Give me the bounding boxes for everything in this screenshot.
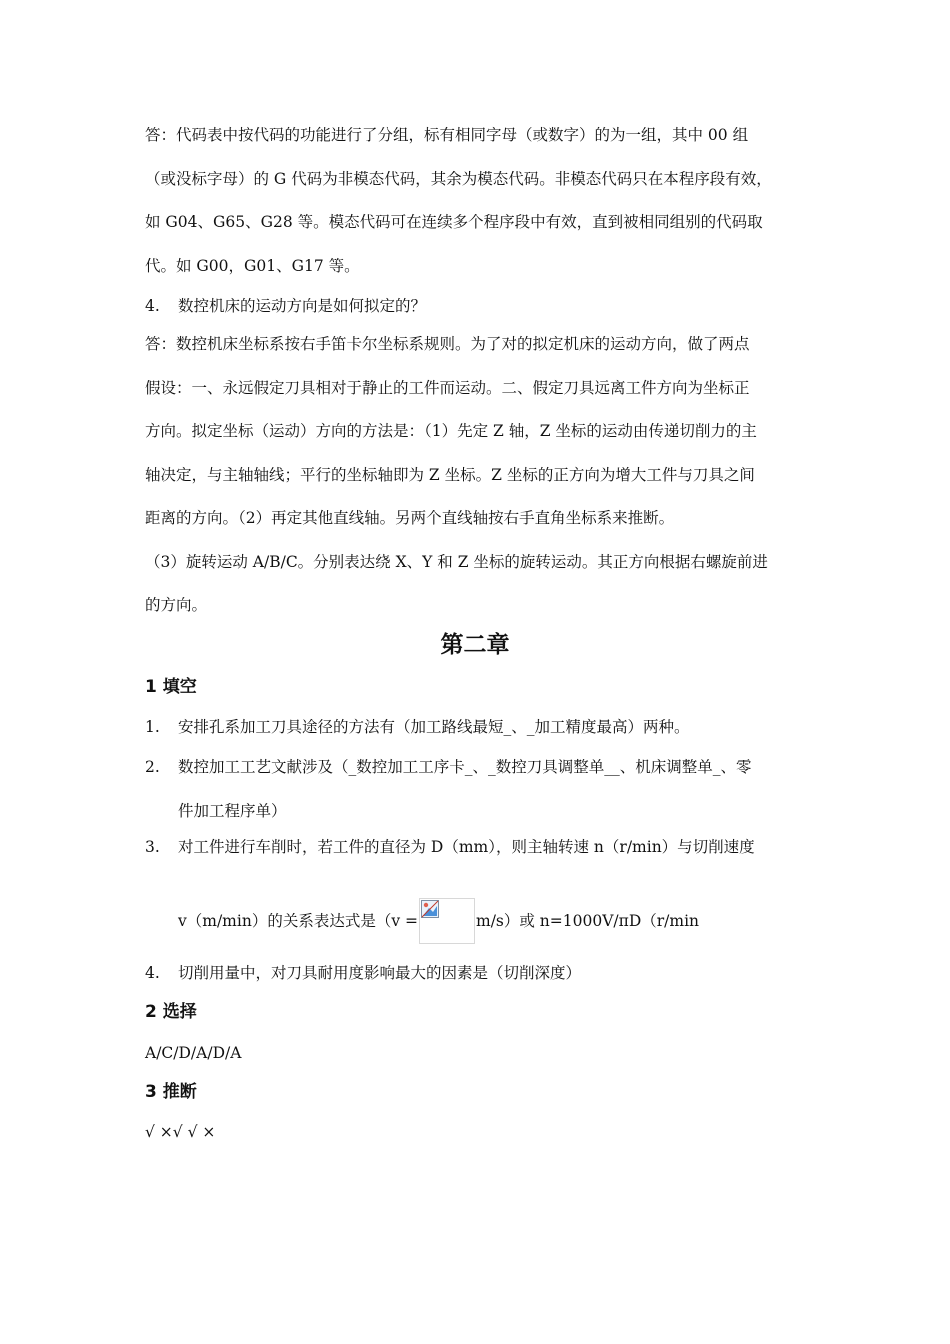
formula-image-placeholder bbox=[419, 898, 475, 944]
text-line: 距离的方向。（2）再定其他直线轴。另两个直线轴按右手直角坐标系来推断。 bbox=[145, 509, 675, 527]
item-number: 1. bbox=[145, 718, 160, 736]
q4-question: 数控机床的运动方向是如何拟定的？ bbox=[178, 297, 427, 315]
item-number: 3. bbox=[145, 838, 160, 856]
text-line: 代。如 G00，G01、G17 等。 bbox=[145, 256, 360, 275]
item-number: 4. bbox=[145, 964, 160, 982]
text-line: 数控加工工艺文献涉及（_数控加工工序卡_、_数控刀具调整单__、机床调整单_、零 bbox=[178, 758, 752, 776]
item-text: 安排孔系加工刀具途径的方法有（加工路线最短_、_加工精度最高）两种。 bbox=[178, 718, 690, 736]
q4-number: 4. bbox=[145, 297, 160, 315]
text-line: 件加工程序单） bbox=[178, 802, 287, 820]
judgement-answers: √ ×√ √ × bbox=[145, 1123, 216, 1141]
item-text bbox=[178, 745, 818, 833]
text-line: （3）旋转运动 A/B/C。分别表达绕 X、Y 和 Z 坐标的旋转运动。其正方向根据右螺旋前进 bbox=[145, 552, 768, 571]
text-line: 的方向。 bbox=[145, 596, 208, 614]
q4-answer bbox=[145, 323, 815, 628]
q3-answer bbox=[145, 114, 815, 288]
chapter-title: 第二章 bbox=[440, 632, 510, 658]
text-line: （或没标字母）的 G 代码为非模态代码，其余为模态代码。非模态代码只在本程序段有效， bbox=[145, 169, 772, 188]
item-text: m/s）或 n=1000V/πD（r/min bbox=[476, 912, 700, 930]
text-line: 答：代码表中按代码的功能进行了分组，标有相同字母（或数字）的为一组，其中 00 组 bbox=[145, 126, 749, 144]
section-heading-judgement: 3 推断 bbox=[145, 1082, 197, 1102]
section-heading-choice: 2 选择 bbox=[145, 1002, 197, 1022]
text-line: 如 G04、G65、G28 等。模态代码可在连续多个程序段中有效，直到被相同组别的代码取 bbox=[145, 213, 763, 231]
text-line: 假设：一、永远假定刀具相对于静止的工件而运动。二、假定刀具远离工件方向为坐标正 bbox=[145, 378, 750, 397]
section-heading-fill-in: 1 填空 bbox=[145, 677, 197, 697]
broken-image-icon bbox=[421, 900, 439, 918]
item-text: 对工件进行车削时，若工件的直径为 D（mm），则主轴转速 n（r/min）与切削速度 bbox=[178, 838, 755, 856]
text-line: 方向。拟定坐标（运动）方向的方法是：（1）先定 Z 轴，Z 坐标的运动由传递切削力的主 bbox=[145, 422, 757, 440]
choice-answers: A/C/D/A/D/A bbox=[145, 1044, 242, 1062]
item-number: 2. bbox=[145, 758, 160, 776]
item-text: v（m/min）的关系表达式是（v = bbox=[178, 912, 418, 930]
item-text: 切削用量中，对刀具耐用度影响最大的因素是（切削深度） bbox=[178, 964, 582, 982]
text-line: 答：数控机床坐标系按右手笛卡尔坐标系规则。为了对的拟定机床的运动方向，做了两点 bbox=[145, 335, 750, 353]
text-line: 轴决定，与主轴轴线；平行的坐标轴即为 Z 坐标。Z 坐标的正方向为增大工件与刀具之间 bbox=[145, 465, 755, 484]
